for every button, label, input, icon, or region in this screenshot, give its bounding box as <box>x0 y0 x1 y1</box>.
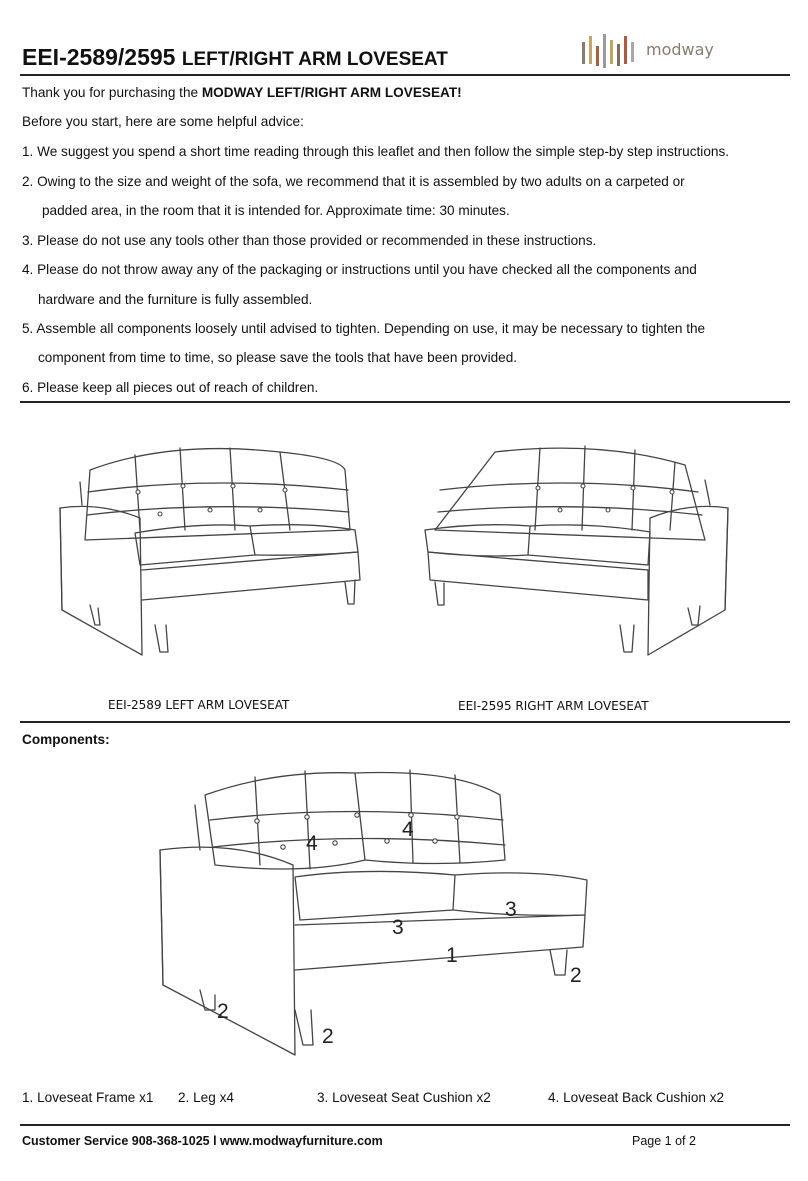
thanks-product: MODWAY LEFT/RIGHT ARM LOVESEAT <box>201 85 458 100</box>
right-arm-loveseat-illustration <box>420 430 740 670</box>
legend-back-cushion: 4. Loveseat Back Cushion x2 <box>548 1090 725 1105</box>
page-number: Page 1 of 2 <box>632 1134 696 1148</box>
callout-seat-cushion-2: 3 <box>505 898 517 921</box>
callout-leg-3: 2 <box>322 1025 334 1048</box>
title-name: LEFT/RIGHT ARM LOVESEAT <box>181 49 448 70</box>
brand-bars-icon <box>580 32 640 70</box>
callout-back-cushion-2: 4 <box>402 818 414 841</box>
intro-rule <box>20 401 790 403</box>
advice-item-5: 5. Assemble all components loosely until advised to tighten. Depending on use, it may be necessary to tighten the <box>22 321 706 336</box>
products-rule <box>20 721 790 723</box>
callout-seat-cushion-1: 3 <box>392 916 404 939</box>
left-arm-caption: EEI-2589 LEFT ARM LOVESEAT <box>108 698 290 712</box>
callout-back-cushion-1: 4 <box>306 832 318 855</box>
brand-logo <box>580 32 720 70</box>
thanks-suffix: ! <box>457 85 462 100</box>
title-code: EEI-2589/2595 <box>22 44 176 70</box>
callout-frame: 1 <box>446 944 458 967</box>
legend-leg: 2. Leg x4 <box>178 1090 234 1105</box>
advice-item-2-cont: padded area, in the room that it is intended for. Approximate time: 30 minutes. <box>42 203 510 218</box>
advice-item-1: 1. We suggest you spend a short time reading through this leaflet and then follow the simple step-by step instructions. <box>22 144 730 159</box>
footer-rule <box>20 1124 790 1126</box>
components-heading: Components: <box>22 732 110 747</box>
advice-heading: Before you start, here are some helpful advice: <box>22 114 304 129</box>
right-arm-caption: EEI-2595 RIGHT ARM LOVESEAT <box>458 699 649 713</box>
callout-leg-1: 2 <box>570 964 582 987</box>
advice-item-6: 6. Please keep all pieces out of reach of children. <box>22 380 319 395</box>
document-title <box>22 44 448 71</box>
customer-service: Customer Service 908-368-1025 l www.modwayfurniture.com <box>22 1134 383 1148</box>
thanks-prefix: Thank you for purchasing the <box>22 85 202 100</box>
advice-item-2: 2. Owing to the size and weight of the sofa, we recommend that it is assembled by two adults on a carpeted or <box>22 174 685 189</box>
advice-item-3: 3. Please do not use any tools other than those provided or recommended in these instructions. <box>22 233 597 248</box>
left-arm-loveseat-illustration <box>50 430 370 670</box>
advice-item-5-cont: component from time to time, so please save the tools that have been provided. <box>38 350 518 365</box>
header-rule <box>20 74 790 76</box>
advice-item-4: 4. Please do not throw away any of the packaging or instructions until you have checked all the components and <box>22 262 697 277</box>
legend-seat-cushion: 3. Loveseat Seat Cushion x2 <box>317 1090 491 1105</box>
advice-item-4-cont: hardware and the furniture is fully assembled. <box>38 292 313 307</box>
callout-leg-2: 2 <box>217 1000 229 1023</box>
legend-frame: 1. Loveseat Frame x1 <box>22 1090 154 1105</box>
brand-name: modway <box>646 40 714 59</box>
thanks-line <box>22 85 462 100</box>
